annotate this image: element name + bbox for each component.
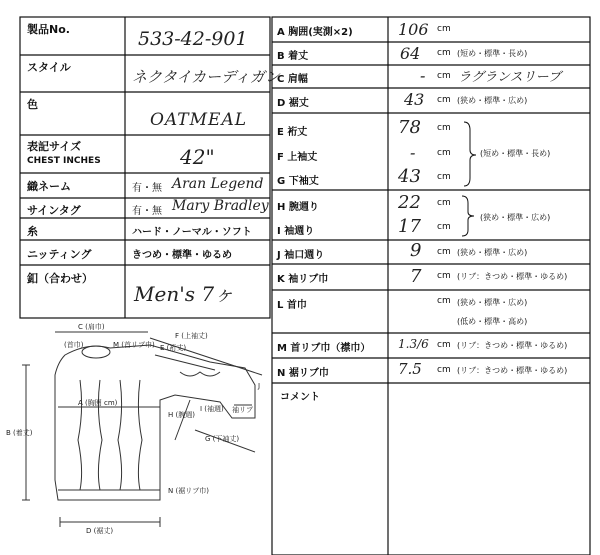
measurement-options: (リブ：きつめ・標準・ゆるめ) [457,272,568,281]
style-label: スタイル [27,61,71,74]
sketch-label-h: H (腕週) [168,411,195,419]
measurement-label: H 腕週り [277,202,319,213]
measurement-label: L 首巾 [277,300,307,311]
measurement-label: J 袖口週り [277,250,325,261]
measurement-options: (リブ：きつめ・標準・ゆるめ) [457,341,568,350]
measurement-unit: cm [437,172,451,182]
measurement-options: (狭め・標準・広め) [480,213,551,222]
measurement-value: 22 [398,192,421,213]
sign-tag-options: 有・無 [132,206,162,217]
measurement-value: 1.3/6 [398,337,429,351]
yarn-label: 糸 [27,225,38,238]
measurement-value: 7 [410,266,422,287]
measurement-unit: cm [437,148,451,158]
weave-name-value: Aran Legend [172,176,264,192]
measurement-value: - [420,66,426,85]
measurement-value: 17 [398,216,421,237]
sketch-label-i: I (袖週) [200,405,224,413]
button-value: Men's 7ヶ [134,282,235,306]
measurement-unit: cm [437,247,451,257]
comment-label: コメント [280,392,320,403]
measurement-options: (リブ：きつめ・標準・ゆるめ) [457,366,568,375]
measurement-label: A 胸囲(実測×2) [277,27,353,38]
knitting-label: ニッティング [27,248,92,261]
measurement-value: - [410,143,416,162]
measurement-options: (狭め・標準・広め) [457,298,528,307]
sketch-label-f: F (上袖丈) [175,332,208,340]
measurement-unit: cm [437,95,451,105]
knitting-options: きつめ・標準・ゆるめ [132,250,232,261]
measurement-value: 78 [398,117,421,138]
sketch-label-b: B (着丈) [6,429,33,437]
sketch-label-d: D (裾丈) [86,527,114,535]
size-sublabel: CHEST INCHES [27,156,101,166]
measurement-unit: cm [437,222,451,232]
measurement-label: F 上袖丈 [277,152,318,163]
measurement-label: N 裾リブ巾 [277,368,329,379]
sketch-label-k: 袖リブ [232,406,253,414]
measurement-options: (狭め・標準・広め) [457,96,528,105]
product-no-value: 533-42-901 [138,28,248,50]
sign-tag-label: サインタグ [27,204,81,217]
comment-area[interactable] [389,384,589,554]
weave-name-options: 有・無 [132,183,162,194]
measurement-value: 43 [404,90,425,109]
sketch-label-n: N (裾リブ巾) [168,487,209,495]
measurement-label: B 着丈 [277,51,309,62]
size-label: 表記サイズ [27,140,82,153]
yarn-options: ハード・ノーマル・ソフト [132,227,252,238]
measurement-options: (短め・標準・長め) [480,149,551,158]
measurement-unit: cm [437,123,451,133]
measurement-unit: cm [437,340,451,350]
measurement-label: C 肩幅 [277,74,308,85]
sketch-label-m: M (首リブ巾) [113,341,155,349]
measurement-label: I 袖週り [277,226,315,237]
weave-name-label: 織ネーム [27,180,71,193]
measurement-unit: cm [437,71,451,81]
measurement-options: (短め・標準・長め) [457,49,528,58]
measurement-value: 43 [398,166,421,187]
measurement-options: ラグランスリーブ [458,70,561,85]
sketch-label-g: G (下袖丈) [205,435,240,443]
measurement-label: M 首リブ巾（襟巾） [277,343,371,354]
product-no-label: 製品No. [27,23,70,36]
measurement-label: K 袖リブ巾 [277,274,329,285]
sign-tag-value: Mary Bradley [172,198,269,214]
measurement-label: D 裾丈 [277,98,309,109]
sketch-label-l: (首巾) [64,341,84,349]
size-value: 42" [180,145,215,169]
sketch-label-a: A (胸囲 cm) [78,399,118,407]
sketch-label-c: C (肩巾) [78,323,105,331]
measurement-value: 7.5 [398,360,422,378]
measurement-options-height: (低め・標準・高め) [457,317,528,326]
color-label: 色 [27,98,38,111]
measurement-unit: cm [437,365,451,375]
measurement-unit: cm [437,198,451,208]
sketch-label-e: E (裄丈) [160,344,187,352]
measurement-value: 9 [410,240,422,261]
measurement-unit: cm [437,271,451,281]
sketch-label-j: J [258,382,261,390]
measurement-unit: cm [437,48,451,58]
measurement-label: E 裄丈 [277,127,308,138]
measurement-unit: cm [437,24,451,34]
measurement-value: 64 [400,44,421,63]
color-value: OATMEAL [150,110,248,130]
measurement-label: G 下袖丈 [277,176,319,187]
style-value: ネクタイカーディガン [132,68,280,86]
button-label: 釦（合わせ） [27,272,93,285]
measurement-unit: cm [437,296,451,306]
measurement-options: (狭め・標準・広め) [457,248,528,257]
measurement-value: 106 [398,20,429,39]
